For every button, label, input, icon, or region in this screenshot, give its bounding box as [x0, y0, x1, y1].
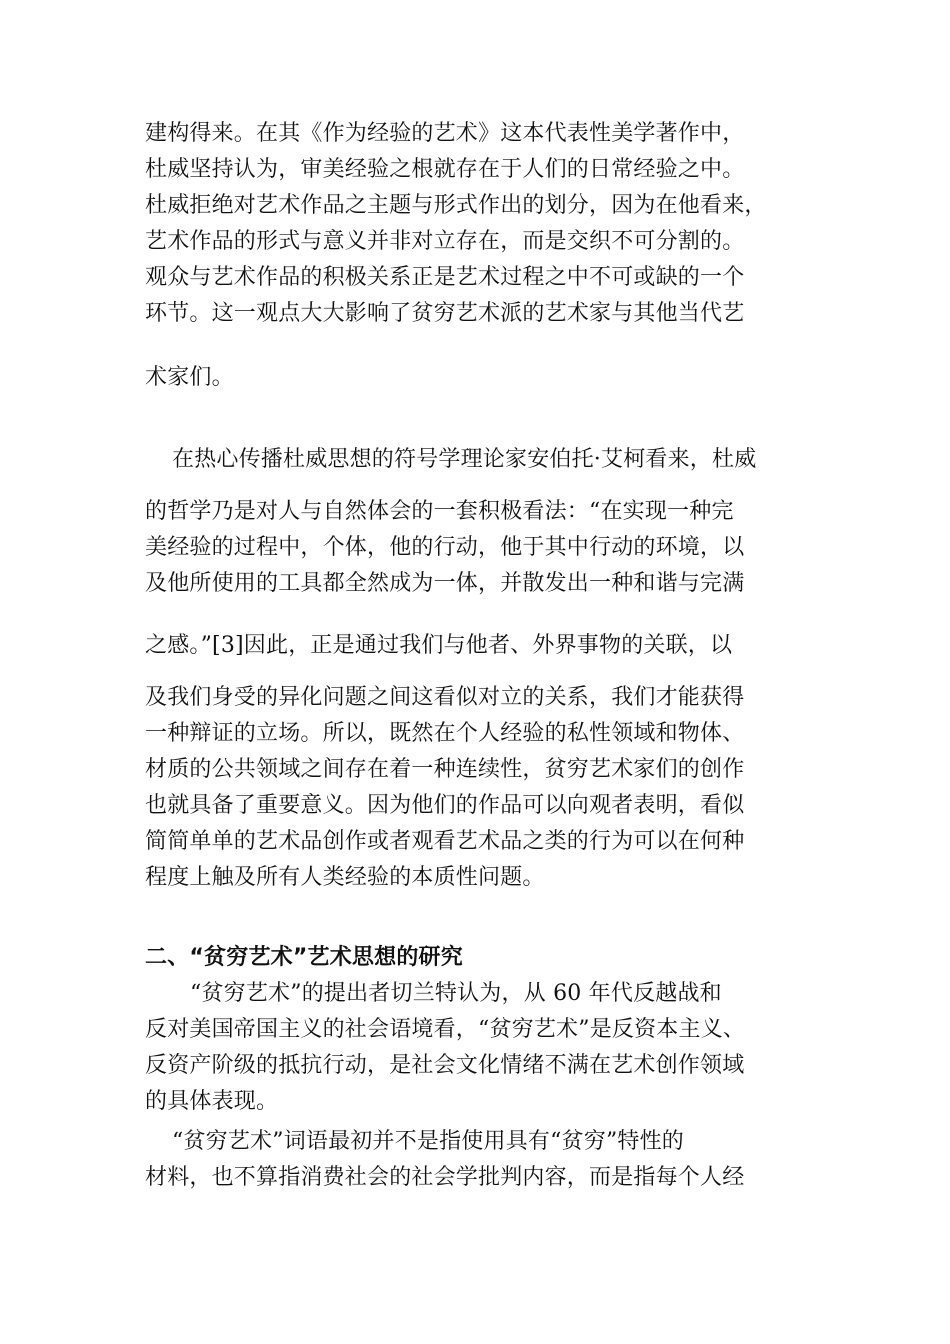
paragraph-3-line: 反对美国帝国主义的社会语境看，“贫穷艺术”是反资本主义、: [145, 1017, 746, 1042]
paragraph-2-line: 简简单单的艺术品创作或者观看艺术品之类的行为可以在何种: [145, 829, 745, 854]
paragraph-2-line: 也就具备了重要意义。因为他们的作品可以向观者表明，看似: [145, 793, 745, 818]
paragraph-1-line: 环节。这一观点大大影响了贫穷艺术派的艺术家与其他当代艺: [145, 301, 745, 326]
paragraph-2-line: 一种辩证的立场。所以，既然在个人经验的私性领域和物体、: [145, 721, 745, 746]
paragraph-3-line: 反资产阶级的抵抗行动，是社会文化情绪不满在艺术创作领域: [145, 1053, 745, 1078]
paragraph-2-line: 材质的公共领域之间存在着一种连续性，贫穷艺术家们的创作: [145, 757, 745, 782]
paragraph-3-line: “贫穷艺术”的提出者切兰特认为，从 60 年代反越战和: [190, 981, 722, 1006]
paragraph-1-line: 艺术作品的形式与意义并非对立存在，而是交织不可分割的。: [145, 229, 745, 254]
paragraph-3-line: 的具体表现。: [145, 1089, 279, 1114]
paragraph-2-line: 之感。”[3]因此，正是通过我们与他者、外界事物的关联，以: [145, 633, 733, 658]
paragraph-2-line: 及他所使用的工具都全然成为一体，并散发出一种和谐与完满: [145, 571, 745, 596]
paragraph-4-line: 材料，也不算指消费社会的社会学批判内容，而是指每个人经: [145, 1165, 745, 1190]
paragraph-1-line: 杜威拒绝对艺术作品之主题与形式作出的划分，因为在他看来，: [145, 193, 767, 218]
paragraph-1-line: 术家们。: [145, 365, 234, 390]
paragraph-1-line: 杜威坚持认为，审美经验之根就存在于人们的日常经验之中。: [145, 157, 745, 182]
paragraph-2-line: 美经验的过程中，个体，他的行动，他于其中行动的环境，以: [145, 535, 745, 560]
paragraph-2-line: 及我们身受的异化问题之间这看似对立的关系，我们才能获得: [145, 685, 745, 710]
paragraph-4-line: “贫穷艺术”词语最初并不是指使用具有“贫穷”特性的: [172, 1129, 684, 1154]
paragraph-2-line: 的哲学乃是对人与自然体会的一套积极看法：“在实现一种完: [145, 499, 734, 524]
paragraph-2-line: 在热心传播杜威思想的符号学理论家安伯托·艾柯看来，杜威: [172, 447, 757, 472]
section-heading: 二、“贫穷艺术”艺术思想的研究: [145, 945, 463, 970]
paragraph-1-line: 观众与艺术作品的积极关系正是艺术过程之中不可或缺的一个: [145, 265, 745, 290]
paragraph-2-line: 程度上触及所有人类经验的本质性问题。: [145, 865, 545, 890]
paragraph-1-line: 建构得来。在其《作为经验的艺术》这本代表性美学著作中，: [145, 121, 745, 146]
